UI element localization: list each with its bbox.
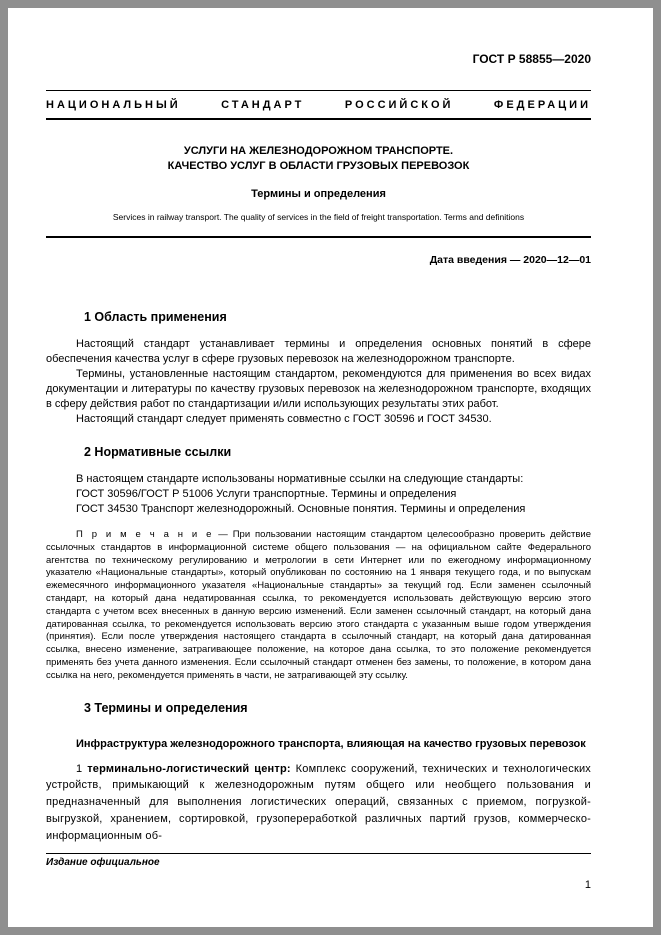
document-title (46, 144, 591, 174)
document-title-line1: УСЛУГИ НА ЖЕЛЕЗНОДОРОЖНОМ ТРАНСПОРТЕ. (183, 145, 454, 157)
section-2-intro: В настоящем стандарте использованы нормативные ссылки на следующие стандарты: (76, 473, 524, 485)
normative-reference-1: ГОСТ 30596/ГОСТ Р 51006 Услуги транспортные. Термины и определения (76, 488, 457, 500)
normative-reference-2: ГОСТ 34530 Транспорт железнодорожный. Основные понятия. Термины и определения (76, 503, 526, 515)
section-2-heading: 2 Нормативные ссылки (84, 445, 232, 459)
document-subtitle: Термины и определения (251, 188, 386, 200)
section-2-note (46, 529, 591, 683)
term-1-definition: Комплекс сооружений, технических и технологических устройств, примыкающий к железнодорожным путям общего или необщего пользования и предназначенный для выполнения логистических операций, связанных с приемом, погрузкой-выгрузкой, хранением, сортировкой, грузопереработкой различных партий грузов, коммерческо-информационным об- (46, 762, 592, 842)
footer-rule (46, 853, 591, 869)
document-title-english: Services in railway transport. The quality of services in the field of freight transportation. Terms and definitions (112, 212, 525, 222)
effective-date: Дата введения — 2020—12—01 (429, 254, 591, 266)
section-1-paragraph-1: Настоящий стандарт устанавливает термины и определения основных понятий в сфере обеспечения качества услуг в сфере грузовых перевозок на железнодорожном транспорте. (46, 338, 591, 365)
note-text: — При пользовании настоящим стандартом целесообразно проверить действие ссылочных стандартов в информационной системе общего пользования — на официальном сайте Федерального агентства по техническому регулированию и метрологии в сети Интернет или по ежегодному информационному указателю «Национальные стандарты», который опубликован по состоянию на 1 января текущего года, и по выпускам ежемесячного информационного указателя «Национальные стандарты» за текущий год. Если заменен ссылочный стандарт, на который дана недатированная ссылка, то рекомендуется использовать действующую версию этого стандарта с учетом всех внесенных в данную версию изменений. Если заменен ссылочный стандарт, на который дана датированная ссылка, то рекомендуется использовать версию этого стандарта с указанным выше годом утверждения (принятия). Если после утверждения настоящего стандарта в ссылочный стандарт, на который дана датированная ссылка, внесено изменение, затрагивающее положение, на которое дана ссылка, то это положение рекомендуется применять без учета данного изменения. Если ссылочный стандарт отменен без замены, то положение, в котором дана ссылка на него, рекомендуется применять в части, не затрагивающей эту ссылку. (46, 529, 591, 681)
section-1-paragraph-3: Настоящий стандарт следует применять совместно с ГОСТ 30596 и ГОСТ 34530. (76, 413, 492, 425)
section-3-heading: 3 Термины и определения (84, 700, 248, 715)
document-number: ГОСТ Р 58855—2020 (472, 52, 591, 66)
page-number: 1 (584, 879, 591, 891)
federation-standard-band (46, 90, 591, 120)
term-1 (46, 761, 591, 845)
term-1-name: терминально-логистический центр: (87, 762, 291, 775)
terms-group-subheading: Инфраструктура железнодорожного транспорта, влияющая на качество грузовых перевозок (76, 737, 586, 750)
note-label: П р и м е ч а н и е (76, 529, 214, 540)
term-1-number: 1 (76, 762, 83, 775)
horizontal-rule (46, 236, 591, 238)
section-1-paragraph-2: Термины, установленные настоящим стандартом, рекомендуются для применения во всех видах документации и литературы по качеству грузовых перевозок на железнодорожном транспорте, входящих в сферу действия работ по стандартизации и/или использующих результаты этих работ. (46, 368, 591, 410)
document-title-line2: КАЧЕСТВО УСЛУГ В ОБЛАСТИ ГРУЗОВЫХ ПЕРЕВОЗОК (167, 160, 470, 172)
section-1-heading: 1 Область применения (84, 310, 227, 324)
federation-standard-label: НАЦИОНАЛЬНЫЙ СТАНДАРТ РОССИЙСКОЙ ФЕДЕРАЦИИ (46, 99, 591, 111)
edition-note: Издание официальное (46, 857, 160, 868)
